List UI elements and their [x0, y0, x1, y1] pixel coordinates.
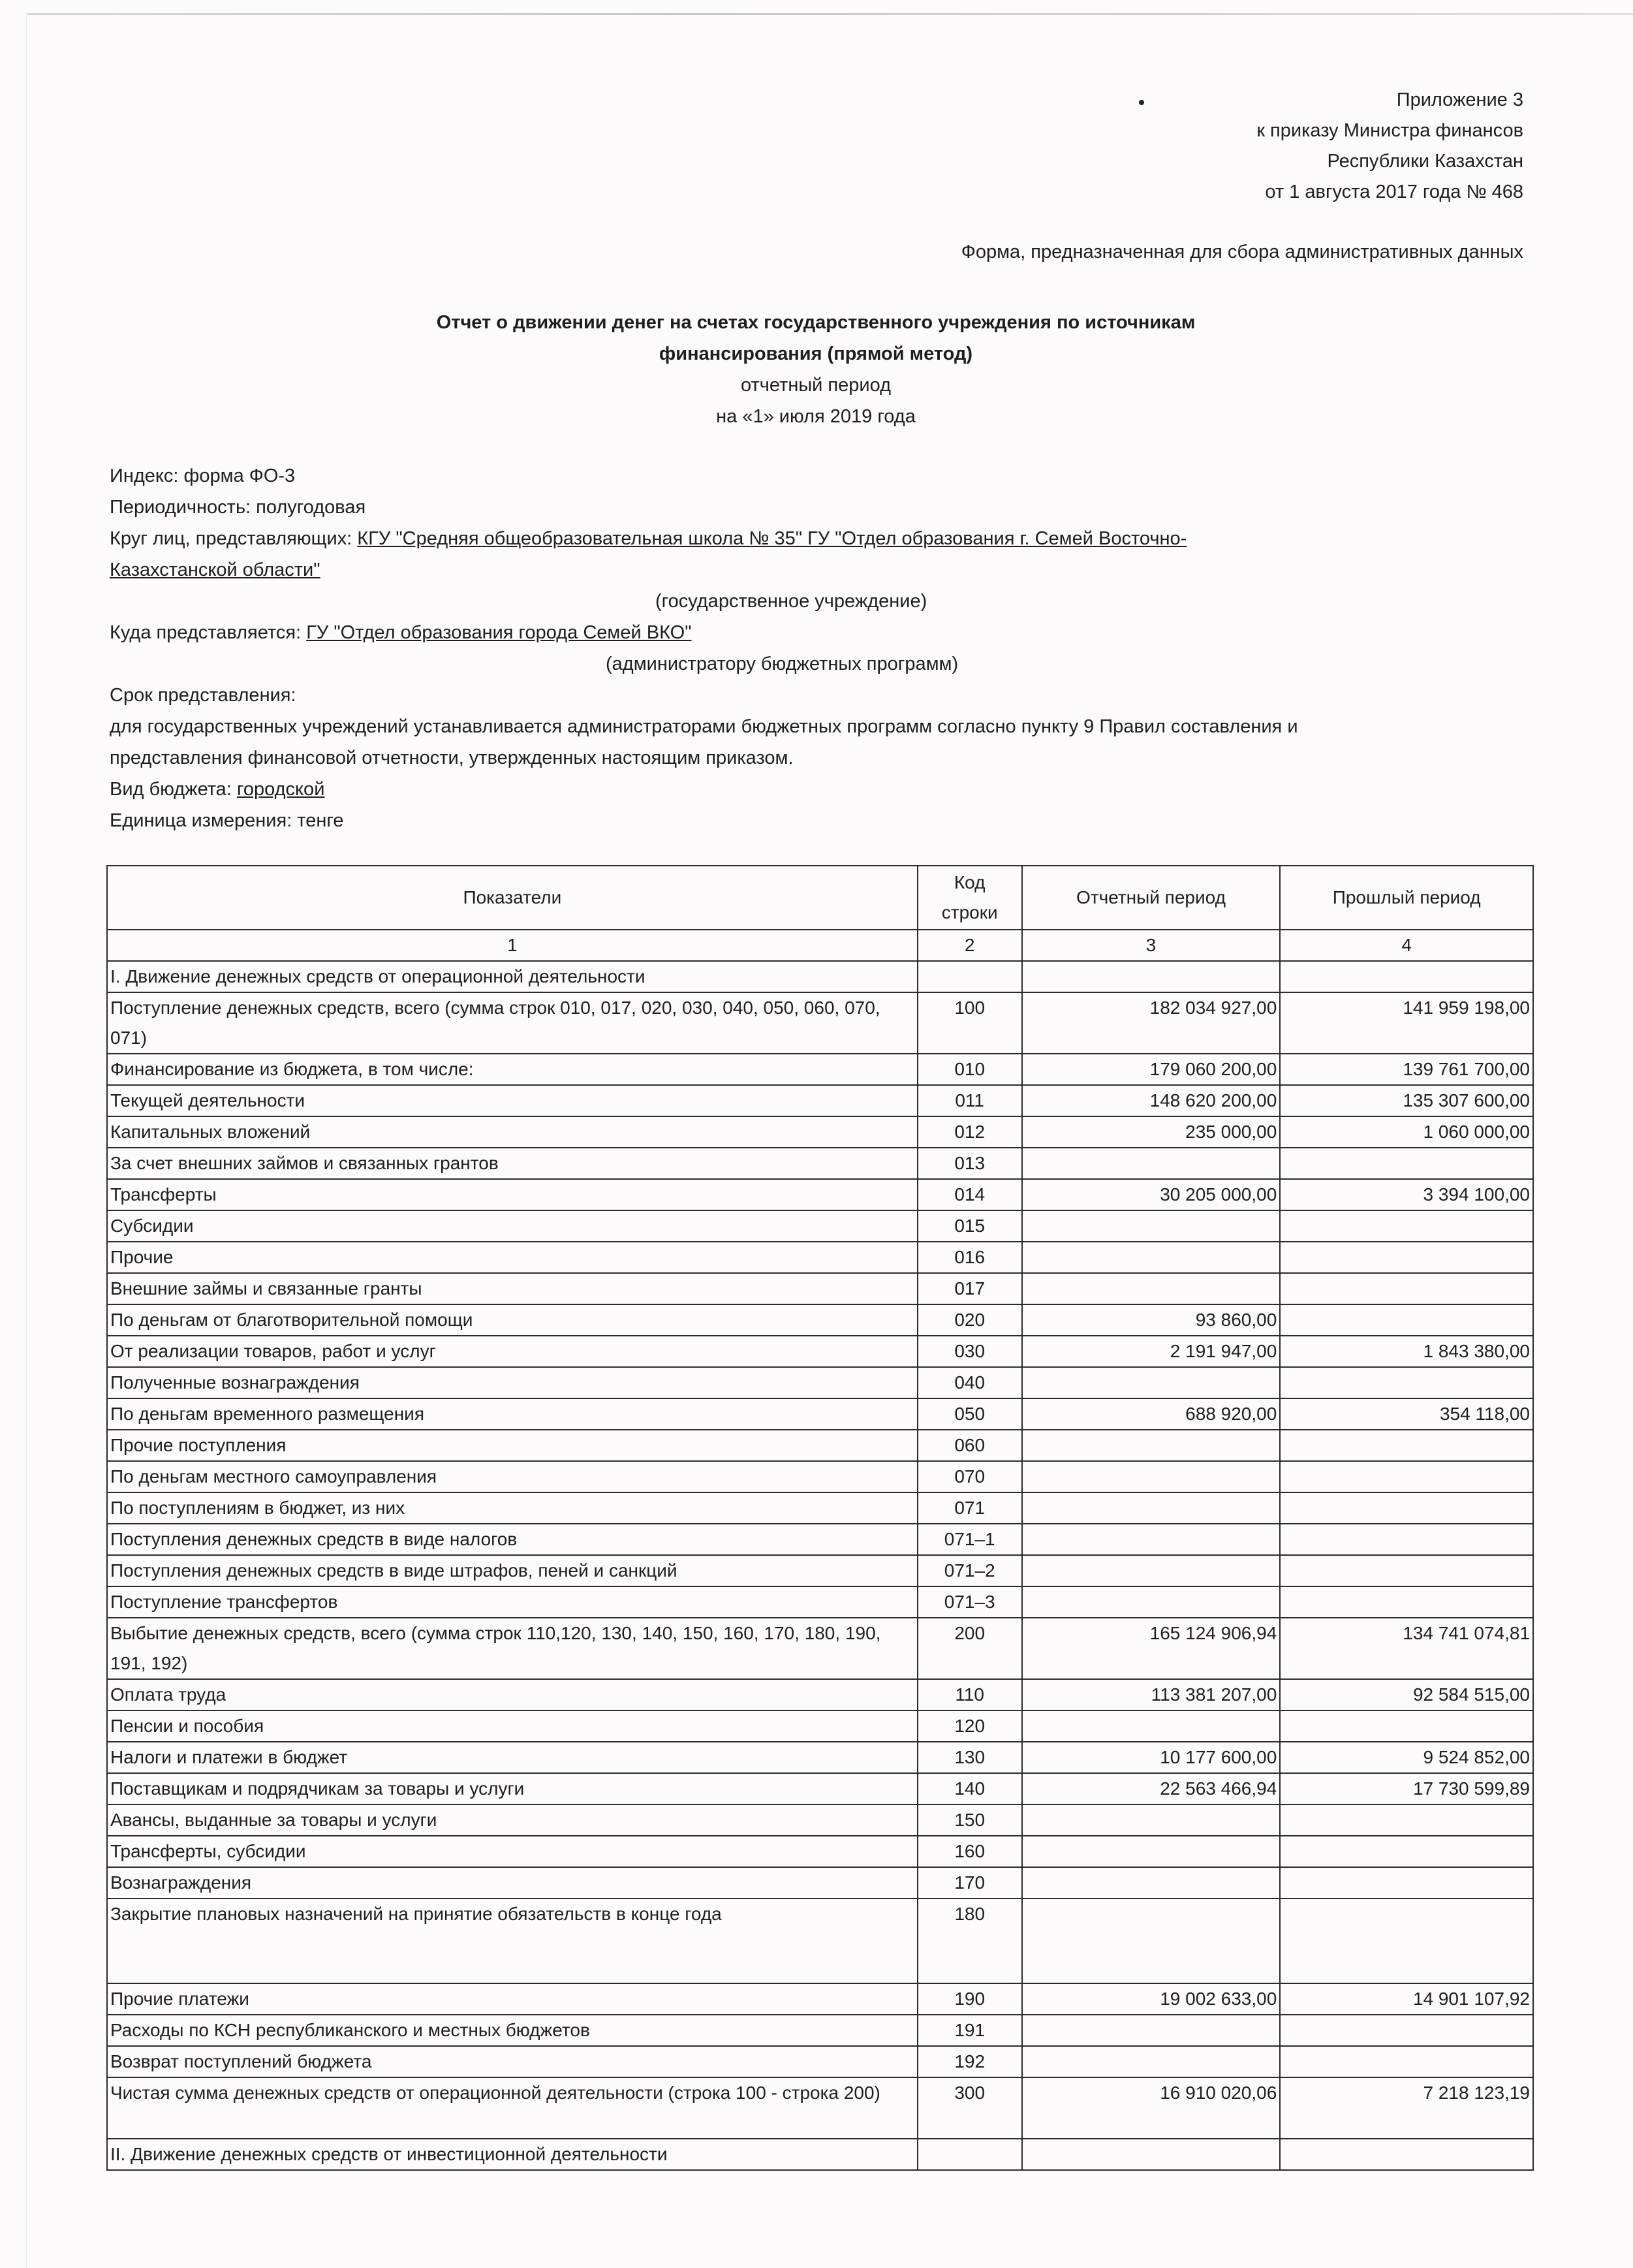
recipient	[110, 617, 1546, 648]
current-period-value	[1022, 1492, 1281, 1524]
report-title	[261, 307, 1371, 432]
row-code: 071–1	[918, 1524, 1022, 1555]
current-period-value: 148 620 200,00	[1022, 1085, 1281, 1116]
row-code: 192	[918, 2046, 1022, 2077]
row-label: Текущей деятельности	[107, 1085, 918, 1116]
row-code: 100	[918, 992, 1022, 1054]
row-code: 071–2	[918, 1555, 1022, 1586]
table-row	[107, 1179, 1533, 1210]
row-label: За счет внешних займов и связанных грантов	[107, 1148, 918, 1179]
deadline-label: Срок представления:	[110, 685, 296, 706]
row-code: 160	[918, 1836, 1022, 1867]
current-period-value	[1022, 1148, 1281, 1179]
row-label: Внешние займы и связанные гранты	[107, 1273, 918, 1304]
current-period-value	[1022, 1555, 1281, 1586]
previous-period-value	[1280, 2139, 1533, 2170]
current-period-value: 179 060 200,00	[1022, 1054, 1281, 1085]
table-row	[107, 1273, 1533, 1304]
row-code: 017	[918, 1273, 1022, 1304]
previous-period-value	[1280, 1367, 1533, 1398]
row-code: 012	[918, 1116, 1022, 1148]
current-period-value	[1022, 1867, 1281, 1898]
table-row	[107, 1492, 1533, 1524]
previous-period-value	[1280, 2046, 1533, 2077]
row-label: Чистая сумма денежных средств от операционной деятельности (строка 100 - строка 200)	[107, 2077, 918, 2139]
periodicity: Периодичность: полугодовая	[110, 497, 366, 518]
row-label: Финансирование из бюджета, в том числе:	[107, 1054, 918, 1085]
period-date: на «1» июля 2019 года	[716, 406, 916, 427]
current-period-value	[1022, 1804, 1281, 1836]
deadline-text: для государственных учреждений устанавливается администраторами бюджетных программ согласно пункту 9 Правил составления и	[110, 716, 1298, 737]
row-label: Закрытие плановых назначений на принятие обязательств в конце года	[107, 1898, 918, 1983]
column-index: 2	[918, 930, 1022, 961]
previous-period-value: 139 761 700,00	[1280, 1054, 1533, 1085]
column-index: 3	[1022, 930, 1281, 961]
row-code: 015	[918, 1210, 1022, 1242]
row-label: Трансферты	[107, 1179, 918, 1210]
row-label: Авансы, выданные за товары и услуги	[107, 1804, 918, 1836]
row-label: Поступление трансфертов	[107, 1586, 918, 1618]
row-label: Субсидии	[107, 1210, 918, 1242]
current-period-value: 19 002 633,00	[1022, 1983, 1281, 2015]
row-code: 040	[918, 1367, 1022, 1398]
budget-value: городской	[236, 779, 325, 800]
row-code: 200	[918, 1618, 1022, 1679]
title-line-2: финансирования (прямой метод)	[659, 343, 973, 364]
row-code: 170	[918, 1867, 1022, 1898]
previous-period-value: 7 218 123,19	[1280, 2077, 1533, 2139]
row-code: 071	[918, 1492, 1022, 1524]
row-code: 011	[918, 1085, 1022, 1116]
table-row	[107, 1242, 1533, 1273]
row-label: Расходы по КСН республиканского и местных бюджетов	[107, 2015, 918, 2046]
row-label: Вознаграждения	[107, 1867, 918, 1898]
row-label: Капитальных вложений	[107, 1116, 918, 1148]
column-index-row	[107, 930, 1533, 961]
row-code: 016	[918, 1242, 1022, 1273]
scan-edge	[26, 13, 1633, 15]
title-line-1: Отчет о движении денег на счетах государственного учреждения по источникам	[436, 312, 1196, 333]
previous-period-value	[1280, 1710, 1533, 1742]
header-code	[918, 866, 1022, 930]
row-label: Пенсии и пособия	[107, 1710, 918, 1742]
recipient-label: Куда представляется:	[110, 622, 307, 643]
previous-period-value	[1280, 1555, 1533, 1586]
previous-period-value	[1280, 961, 1533, 992]
table-row	[107, 2015, 1533, 2046]
previous-period-value	[1280, 2015, 1533, 2046]
table-row	[107, 1618, 1533, 1679]
table-row	[107, 1983, 1533, 2015]
row-code: 070	[918, 1461, 1022, 1492]
previous-period-value	[1280, 1430, 1533, 1461]
previous-period-value	[1280, 1210, 1533, 1242]
header-code-line: Код	[954, 872, 986, 892]
submitters	[110, 523, 1546, 554]
row-code: 020	[918, 1304, 1022, 1336]
table-row	[107, 1898, 1533, 1983]
header-previous-period: Прошлый период	[1280, 866, 1533, 930]
current-period-value: 16 910 020,06	[1022, 2077, 1281, 2139]
unit-of-measure: Единица измерения: тенге	[110, 810, 344, 831]
column-index: 4	[1280, 930, 1533, 961]
row-code: 010	[918, 1054, 1022, 1085]
table-row	[107, 1304, 1533, 1336]
previous-period-value	[1280, 1273, 1533, 1304]
row-code: 191	[918, 2015, 1022, 2046]
current-period-value	[1022, 1710, 1281, 1742]
row-label: Трансферты, субсидии	[107, 1836, 918, 1867]
table-row	[107, 1367, 1533, 1398]
row-code: 130	[918, 1742, 1022, 1773]
appendix-reference	[1256, 85, 1523, 208]
section-row	[107, 2139, 1533, 2170]
table-row	[107, 1148, 1533, 1179]
header-code-line: строки	[941, 902, 998, 922]
submitters-cont	[110, 554, 1546, 586]
current-period-value	[1022, 2046, 1281, 2077]
previous-period-value: 354 118,00	[1280, 1398, 1533, 1430]
row-label: Выбытие денежных средств, всего (сумма строк 110,120, 130, 140, 150, 160, 170, 180, 190, 191, 192)	[107, 1618, 918, 1679]
row-code: 300	[918, 2077, 1022, 2139]
previous-period-value: 1 060 000,00	[1280, 1116, 1533, 1148]
table-row	[107, 2077, 1533, 2139]
previous-period-value	[1280, 1492, 1533, 1524]
previous-period-value	[1280, 1461, 1533, 1492]
table-row	[107, 1398, 1533, 1430]
previous-period-value: 135 307 600,00	[1280, 1085, 1533, 1116]
row-code: 190	[918, 1983, 1022, 2015]
form-index: Индекс: форма ФО-3	[110, 465, 296, 486]
row-code: 060	[918, 1430, 1022, 1461]
submitters-note: (государственное учреждение)	[655, 591, 927, 612]
appendix-line: Приложение 3	[1396, 89, 1523, 110]
previous-period-value: 92 584 515,00	[1280, 1679, 1533, 1710]
appendix-line: к приказу Министра финансов	[1256, 120, 1523, 141]
table-header-row	[107, 866, 1533, 930]
deadline-text-cont: представления финансовой отчетности, утвержденных настоящим приказом.	[110, 748, 794, 768]
row-code	[918, 2139, 1022, 2170]
row-label: Поступление денежных средств, всего (сумма строк 010, 017, 020, 030, 040, 050, 060, 070, 071)	[107, 992, 918, 1054]
table-row	[107, 1524, 1533, 1555]
cash-flow-table	[106, 865, 1534, 2171]
previous-period-value	[1280, 1586, 1533, 1618]
previous-period-value	[1280, 1836, 1533, 1867]
row-label: По деньгам местного самоуправления	[107, 1461, 918, 1492]
current-period-value	[1022, 1836, 1281, 1867]
row-code: 071–3	[918, 1586, 1022, 1618]
row-label: Возврат поступлений бюджета	[107, 2046, 918, 2077]
current-period-value: 165 124 906,94	[1022, 1618, 1281, 1679]
row-code: 050	[918, 1398, 1022, 1430]
previous-period-value	[1280, 1898, 1533, 1983]
table-row	[107, 1836, 1533, 1867]
row-label: Полученные вознаграждения	[107, 1367, 918, 1398]
current-period-value: 2 191 947,00	[1022, 1336, 1281, 1367]
row-code	[918, 961, 1022, 992]
row-code: 180	[918, 1898, 1022, 1983]
table-row	[107, 1773, 1533, 1804]
current-period-value	[1022, 1430, 1281, 1461]
current-period-value: 10 177 600,00	[1022, 1742, 1281, 1773]
previous-period-value	[1280, 1242, 1533, 1273]
previous-period-value: 17 730 599,89	[1280, 1773, 1533, 1804]
previous-period-value: 141 959 198,00	[1280, 992, 1533, 1054]
previous-period-value: 3 394 100,00	[1280, 1179, 1533, 1210]
table-row	[107, 1461, 1533, 1492]
table-row	[107, 1555, 1533, 1586]
submitters-value: КГУ "Средняя общеобразовательная школа № 35" ГУ "Отдел образования г. Семей Восточно-	[357, 528, 1187, 549]
current-period-value	[1022, 1242, 1281, 1273]
row-label: Поступления денежных средств в виде налогов	[107, 1524, 918, 1555]
current-period-value	[1022, 1461, 1281, 1492]
table-row	[107, 1710, 1533, 1742]
table-row	[107, 992, 1533, 1054]
previous-period-value: 1 843 380,00	[1280, 1336, 1533, 1367]
row-label: Прочие поступления	[107, 1430, 918, 1461]
current-period-value	[1022, 1367, 1281, 1398]
row-code: 140	[918, 1773, 1022, 1804]
current-period-value: 22 563 466,94	[1022, 1773, 1281, 1804]
table-row	[107, 1430, 1533, 1461]
current-period-value	[1022, 1273, 1281, 1304]
submitters-value-cont: Казахстанской области"	[110, 559, 320, 580]
header-indicators: Показатели	[107, 866, 918, 930]
row-code: 014	[918, 1179, 1022, 1210]
column-index: 1	[107, 930, 918, 961]
previous-period-value: 9 524 852,00	[1280, 1742, 1533, 1773]
budget-type	[110, 774, 1546, 805]
row-label: По деньгам временного размещения	[107, 1398, 918, 1430]
current-period-value	[1022, 961, 1281, 992]
scan-edge	[26, 13, 27, 2268]
recipient-value: ГУ "Отдел образования города Семей ВКО"	[306, 622, 692, 643]
current-period-value: 235 000,00	[1022, 1116, 1281, 1148]
previous-period-value	[1280, 1867, 1533, 1898]
table-row	[107, 1054, 1533, 1085]
table-row	[107, 1804, 1533, 1836]
row-code: 030	[918, 1336, 1022, 1367]
current-period-value	[1022, 1586, 1281, 1618]
current-period-value: 30 205 000,00	[1022, 1179, 1281, 1210]
row-label: Оплата труда	[107, 1679, 918, 1710]
recipient-note: (администратору бюджетных программ)	[606, 654, 959, 674]
current-period-value	[1022, 1898, 1281, 1983]
row-label: Прочие	[107, 1242, 918, 1273]
table-row	[107, 1742, 1533, 1773]
table-row	[107, 1586, 1533, 1618]
row-label: Налоги и платежи в бюджет	[107, 1742, 918, 1773]
current-period-value	[1022, 1210, 1281, 1242]
previous-period-value	[1280, 1524, 1533, 1555]
current-period-value	[1022, 2139, 1281, 2170]
row-label: Прочие платежи	[107, 1983, 918, 2015]
row-label: Поступления денежных средств в виде штрафов, пеней и санкций	[107, 1555, 918, 1586]
appendix-line: от 1 августа 2017 года № 468	[1265, 181, 1523, 202]
row-code: 110	[918, 1679, 1022, 1710]
current-period-value: 182 034 927,00	[1022, 992, 1281, 1054]
section-row	[107, 961, 1533, 992]
current-period-value: 93 860,00	[1022, 1304, 1281, 1336]
row-label: По поступлениям в бюджет, из них	[107, 1492, 918, 1524]
table-row	[107, 1336, 1533, 1367]
row-label: I. Движение денежных средств от операционной деятельности	[107, 961, 918, 992]
table-row	[107, 1679, 1533, 1710]
period-label: отчетный период	[740, 375, 892, 396]
previous-period-value: 14 901 107,92	[1280, 1983, 1533, 2015]
previous-period-value	[1280, 1148, 1533, 1179]
row-label: Поставщикам и подрядчикам за товары и услуги	[107, 1773, 918, 1804]
bullet-mark	[1139, 100, 1144, 105]
form-purpose: Форма, предназначенная для сбора административных данных	[961, 242, 1523, 262]
previous-period-value	[1280, 1804, 1533, 1836]
submitters-label: Круг лиц, представляющих:	[110, 528, 358, 549]
table-row	[107, 1210, 1533, 1242]
appendix-line: Республики Казахстан	[1327, 151, 1523, 172]
current-period-value: 113 381 207,00	[1022, 1679, 1281, 1710]
row-label: По деньгам от благотворительной помощи	[107, 1304, 918, 1336]
table-row	[107, 1116, 1533, 1148]
row-label: От реализации товаров, работ и услуг	[107, 1336, 918, 1367]
previous-period-value	[1280, 1304, 1533, 1336]
table-row	[107, 1085, 1533, 1116]
header-current-period: Отчетный период	[1022, 866, 1281, 930]
table-row	[107, 1867, 1533, 1898]
table-row	[107, 2046, 1533, 2077]
row-code: 150	[918, 1804, 1022, 1836]
current-period-value	[1022, 1524, 1281, 1555]
row-code: 013	[918, 1148, 1022, 1179]
row-label: II. Движение денежных средств от инвестиционной деятельности	[107, 2139, 918, 2170]
previous-period-value: 134 741 074,81	[1280, 1618, 1533, 1679]
budget-label: Вид бюджета:	[110, 779, 237, 800]
row-code: 120	[918, 1710, 1022, 1742]
current-period-value: 688 920,00	[1022, 1398, 1281, 1430]
report-meta	[110, 460, 1546, 836]
current-period-value	[1022, 2015, 1281, 2046]
